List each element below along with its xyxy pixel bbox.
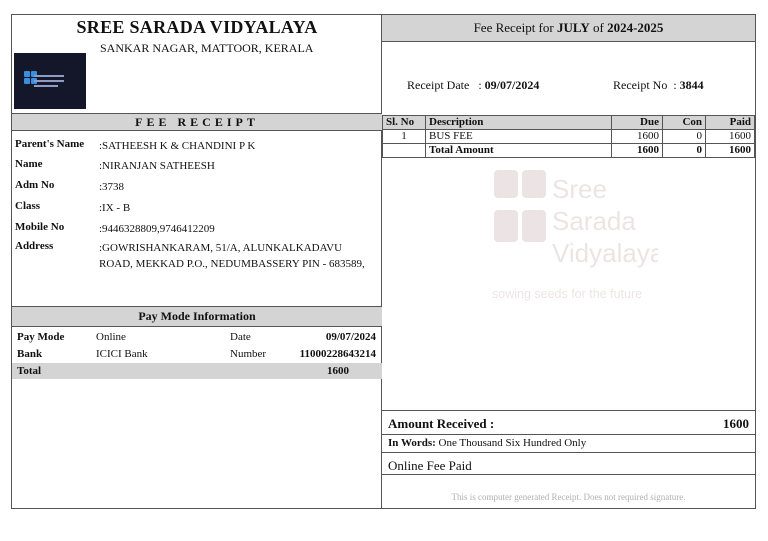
pay-label: Bank xyxy=(17,348,43,360)
school-watermark xyxy=(490,158,658,308)
col-header: Description xyxy=(426,116,612,130)
receipt-date-label: Receipt Date xyxy=(407,78,470,92)
logo-text-line xyxy=(34,75,64,77)
amount-in-words xyxy=(388,437,586,449)
divider xyxy=(382,434,755,435)
receipt-no-label: Receipt No xyxy=(613,78,668,92)
logo-text-line xyxy=(34,85,58,87)
watermark-line: Sarada xyxy=(552,206,636,236)
info-label: Mobile No xyxy=(15,221,65,233)
pay-total-value: 1600 xyxy=(327,365,349,377)
online-fee-paid: Online Fee Paid xyxy=(388,458,472,473)
cell-description: BUS FEE xyxy=(426,130,612,144)
header-mid: of xyxy=(589,20,608,35)
info-value: :3738 xyxy=(99,181,125,193)
total-due: 1600 xyxy=(612,144,663,158)
pay-value: 11000228643214 xyxy=(299,348,376,360)
logo-mark-icon xyxy=(24,71,30,77)
receipt-no-value: 3844 xyxy=(679,78,704,92)
school-logo xyxy=(14,53,86,109)
col-header: Due xyxy=(612,116,663,130)
receipt-date: Receipt Date : 09/07/2024 xyxy=(407,78,540,92)
info-value: :NIRANJAN SATHEESH xyxy=(99,160,215,172)
fee-table-header xyxy=(383,116,755,130)
cell-sl: 1 xyxy=(383,130,426,144)
amount-received-value: 1600 xyxy=(723,416,749,431)
info-value: :IX - B xyxy=(99,202,131,214)
watermark-line: Sree xyxy=(552,174,607,204)
watermark-tagline: sowing seeds for the future xyxy=(492,287,643,301)
total-row xyxy=(383,144,755,158)
in-words-value: One Thousand Six Hundred Only xyxy=(435,437,587,449)
pay-value: 09/07/2024 xyxy=(325,331,376,343)
cell-empty xyxy=(383,144,426,158)
fee-table xyxy=(382,115,755,158)
pay-label: Pay Mode xyxy=(17,331,65,343)
pay-label: Number xyxy=(230,348,267,360)
cell-con: 0 xyxy=(663,130,706,144)
logo-text-line xyxy=(34,80,64,82)
pay-mode-title: Pay Mode Information xyxy=(12,306,382,327)
divider xyxy=(382,474,755,475)
table-row xyxy=(383,130,755,144)
watermark-line: Vidyalaya xyxy=(552,238,658,268)
total-label: Total Amount xyxy=(426,144,612,158)
receipt-header xyxy=(382,15,755,42)
header-month: JULY xyxy=(556,20,590,35)
watermark-logo-icon xyxy=(490,158,658,308)
logo-mark-icon xyxy=(24,78,30,84)
pay-row-bank xyxy=(12,346,382,362)
info-label: Address xyxy=(15,240,54,252)
col-header: Paid xyxy=(706,116,755,130)
pay-value: ICICI Bank xyxy=(96,348,148,360)
pay-total-label: Total xyxy=(17,365,42,377)
total-paid: 1600 xyxy=(706,144,755,158)
col-header: Con xyxy=(663,116,706,130)
fee-receipt-title: FEE RECEIPT xyxy=(12,113,382,131)
amount-received-label: Amount Received : xyxy=(388,416,495,431)
col-header: Sl. No xyxy=(383,116,426,130)
receipt-frame xyxy=(11,14,756,509)
footnote: This is computer generated Receipt. Does not required signature. xyxy=(451,492,686,502)
header-prefix: Fee Receipt for xyxy=(473,20,557,35)
left-panel xyxy=(12,15,382,508)
receipt-date-value: 09/07/2024 xyxy=(484,78,540,92)
info-value: :9446328809,9746412209 xyxy=(99,223,215,235)
pay-value: Online xyxy=(96,331,126,343)
info-label: Name xyxy=(15,158,43,170)
total-con: 0 xyxy=(663,144,706,158)
info-value: :GOWRISHANKARAM, 51/A, ALUNKALKADAVU ROAD, MEKKAD P.O., NEDUMBASSERY PIN - 683589, xyxy=(99,242,365,270)
header-year: 2024-2025 xyxy=(607,20,664,35)
pay-row-total xyxy=(12,363,382,379)
receipt-number: Receipt No : 3844 xyxy=(613,78,704,92)
cell-paid: 1600 xyxy=(706,130,755,144)
divider xyxy=(382,410,755,411)
right-panel xyxy=(382,15,755,508)
info-label: Parent's Name xyxy=(15,138,85,150)
info-label: Class xyxy=(15,200,41,212)
pay-label: Date xyxy=(230,331,251,343)
school-address: SANKAR NAGAR, MATTOOR, KERALA xyxy=(100,41,314,55)
info-label: Adm No xyxy=(15,179,55,191)
in-words-label: In Words: xyxy=(388,437,436,449)
pay-row-mode xyxy=(12,329,382,345)
divider xyxy=(382,452,755,453)
school-name: SREE SARADA VIDYALAYA xyxy=(76,17,318,37)
info-value: :SATHEESH K & CHANDINI P K xyxy=(99,140,256,152)
cell-due: 1600 xyxy=(612,130,663,144)
